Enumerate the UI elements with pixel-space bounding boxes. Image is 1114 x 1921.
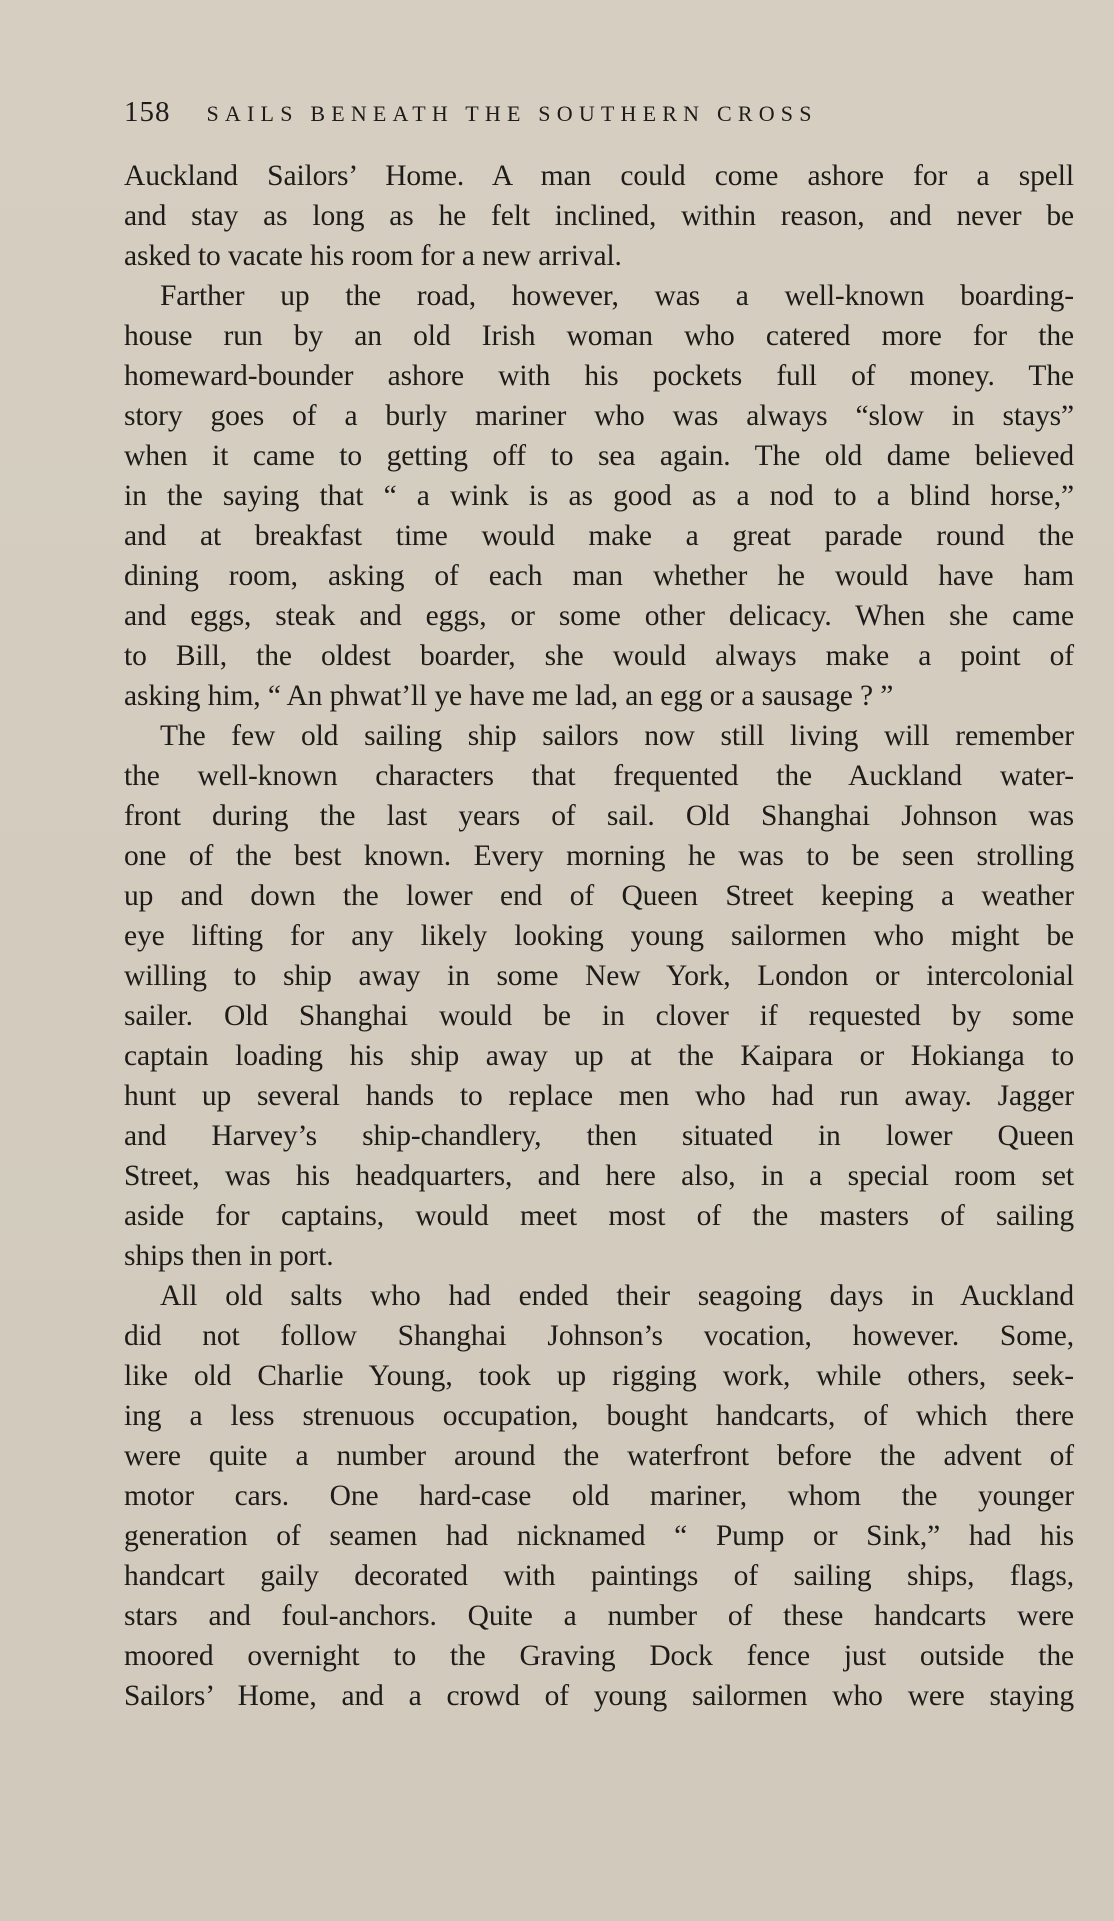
text-line: asked to vacate his room for a new arrival. <box>124 240 622 272</box>
text-line: ships then in port. <box>124 1240 334 1272</box>
text-line: hunt up several hands to replace men who had run away. Jagger <box>124 1080 1074 1112</box>
text-line: the well-known characters that frequented the Auckland water- <box>124 760 1074 792</box>
text-line: captain loading his ship away up at the Kaipara or Hokianga to <box>124 1040 1074 1072</box>
text-line: in the saying that “ a wink is as good as a nod to a blind horse,” <box>124 480 1074 512</box>
text-line: were quite a number around the waterfront before the advent of <box>124 1440 1074 1472</box>
text-line: ing a less strenuous occupation, bought handcarts, of which there <box>124 1400 1074 1432</box>
text-line: house run by an old Irish woman who catered more for the <box>124 320 1074 352</box>
paragraph-4 <box>124 1276 1074 1716</box>
paragraph-1 <box>124 156 1074 276</box>
text-line: Sailors’ Home, and a crowd of young sailormen who were staying <box>124 1680 1074 1712</box>
text-line: moored overnight to the Graving Dock fence just outside the <box>124 1640 1074 1672</box>
text-line: when it came to getting off to sea again. The old dame believed <box>124 440 1074 472</box>
text-line: handcart gaily decorated with paintings of sailing ships, flags, <box>124 1560 1074 1592</box>
text-line: and eggs, steak and eggs, or some other delicacy. When she came <box>124 600 1074 632</box>
text-line: and Harvey’s ship-chandlery, then situated in lower Queen <box>124 1120 1074 1152</box>
text-line: dining room, asking of each man whether he would have ham <box>124 560 1074 592</box>
paragraph-2 <box>124 276 1074 716</box>
text-line: one of the best known. Every morning he was to be seen strolling <box>124 840 1074 872</box>
text-line: All old salts who had ended their seagoing days in Auckland <box>160 1280 1074 1312</box>
text-line: did not follow Shanghai Johnson’s vocation, however. Some, <box>124 1320 1074 1352</box>
text-line: and stay as long as he felt inclined, within reason, and never be <box>124 200 1074 232</box>
text-line: Street, was his headquarters, and here also, in a special room set <box>124 1160 1074 1192</box>
text-line: willing to ship away in some New York, London or intercolonial <box>124 960 1074 992</box>
text-line: and at breakfast time would make a great parade round the <box>124 520 1074 552</box>
text-line: motor cars. One hard-case old mariner, whom the younger <box>124 1480 1074 1512</box>
text-line: like old Charlie Young, took up rigging work, while others, seek- <box>124 1360 1074 1392</box>
text-line: homeward-bounder ashore with his pockets full of money. The <box>124 360 1074 392</box>
text-line: up and down the lower end of Queen Street keeping a weather <box>124 880 1074 912</box>
text-line: Auckland Sailors’ Home. A man could come ashore for a spell <box>124 160 1074 192</box>
text-line: aside for captains, would meet most of the masters of sailing <box>124 1200 1074 1232</box>
text-line: stars and foul-anchors. Quite a number of these handcarts were <box>124 1600 1074 1632</box>
running-head <box>124 96 1024 132</box>
text-line: The few old sailing ship sailors now still living will remember <box>160 720 1074 752</box>
text-line: to Bill, the oldest boarder, she would always make a point of <box>124 640 1074 672</box>
text-line: generation of seamen had nicknamed “ Pump or Sink,” had his <box>124 1520 1074 1552</box>
body-text <box>124 156 1074 1716</box>
text-line: sailer. Old Shanghai would be in clover if requested by some <box>124 1000 1074 1032</box>
text-line: Farther up the road, however, was a well-known boarding- <box>160 280 1074 312</box>
paragraph-3 <box>124 716 1074 1276</box>
text-line: eye lifting for any likely looking young sailormen who might be <box>124 920 1074 952</box>
page-number: 158 <box>124 96 171 128</box>
running-title: SAILS BENEATH THE SOUTHERN CROSS <box>206 101 818 126</box>
text-line: story goes of a burly mariner who was always “slow in stays” <box>124 400 1074 432</box>
text-line: asking him, “ An phwat’ll ye have me lad, an egg or a sausage ? ” <box>124 680 894 712</box>
text-line: front during the last years of sail. Old Shanghai Johnson was <box>124 800 1074 832</box>
